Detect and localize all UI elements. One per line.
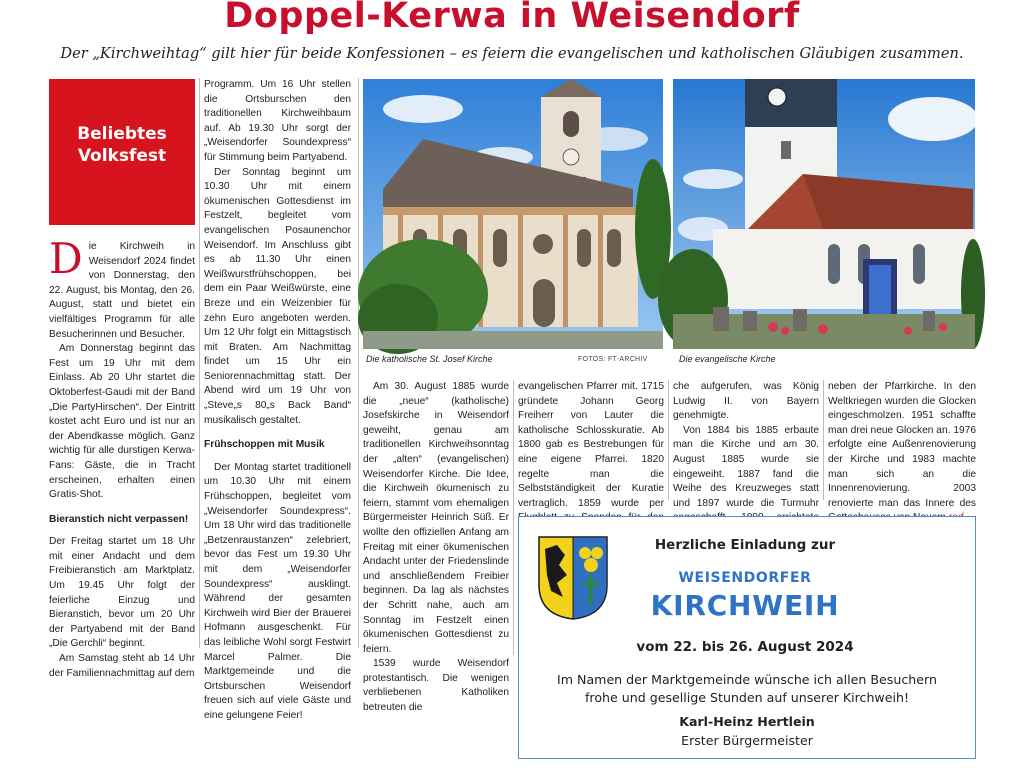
article-paragraph: Am Donnerstag beginnt das Fest um 19 Uhr mit dem Einlass. Ab 20 Uhr startet die Oktoberfest-Gaudi mit der Band „Die PartyHirschen“. Der Eintritt kostet acht Euro und ist nur an der Abendkasse möglich. Ganz wichtig für alle durstigen Kerwa-Fans: Gäste, die in Tracht erscheinen, erhalten einen Gratis-Shot. bbox=[49, 343, 195, 501]
article-paragraph: Der Montag startet traditionell um 10.30 Uhr mit einem Frühschoppen, begleitet vom „Weisendorfer Soundexpress“. Um 18 Uhr wird das traditionelle „Betzenraustanzen“ zelebriert, bevor das Fest um 19.30 Uhr mit dem „Weisendorfer Soundexpress“ ausklingt. Während der gesamten Kirchweih wird Bier der Brauerei Hofmann ausgeschenkt. Für das leibliche Wohl sorgt Festwirt Marcel Palmer. Die Marktgemeinde und die Ortsburschen Weisendorf freuen sich auf viele Gäste und eine gelungene Feier! bbox=[204, 461, 351, 721]
invitation-dates: vom 22. bis 26. August 2024 bbox=[636, 639, 854, 655]
article-subheadline: Der „Kirchweihtag“ gilt hier für beide Konfessionen – es feiern die evangelischen und katholischen Gläubigen zusammen. bbox=[60, 45, 964, 62]
mayor-name: Karl-Heinz Hertlein bbox=[679, 714, 815, 729]
photo-credit: FOTOS: FT-ARCHIV bbox=[578, 356, 648, 363]
coat-of-arms-icon bbox=[537, 535, 609, 621]
article-paragraph: Der Freitag startet um 18 Uhr mit einer Andacht und dem Freibieranstich am Marktplatz. Um 19.45 Uhr folgt der feierliche Einzug und Bieranstich, bevor um 20 Uhr der Partyabend mit der Band „Die Gerchli“ beginnt. bbox=[49, 536, 195, 650]
column-divider bbox=[199, 78, 200, 648]
article-column-5 bbox=[673, 380, 819, 509]
subheading-bieranstich: Bieranstich nicht verpassen! bbox=[49, 513, 189, 525]
subheading-fruehschoppen: Frühschoppen mit Musik bbox=[204, 439, 325, 451]
article-paragraph: Von 1884 bis 1885 erbaute man die Kirche und am 30. August 1885 wurde sie eingeweiht. 1887 fand die Weihe des Kreuzweges statt und 1897 wurde die Turmuhr bbox=[673, 424, 819, 509]
photo-catholic-church bbox=[363, 79, 663, 349]
article-paragraph: Am 30. August 1885 wurde die „neue“ (katholische) Josefskirche in Weisendorf geweiht, genau am traditionellen Kirchweihsonntag der „alten“ (evangelischen) Weisendorfer Kirche. Die Idee, die Kirchweih ökumenisch zu feiern, stammt vom ehemaligen Bürgermeister Heinrich Süß. Er wollte den offiziellen Anfang am Freitag mit einer ökumenischen Andacht unter der Friedenslinde und anschließendem Freibier beginnen. Da lag als nächstes der Schritt nahe, auch am Sonntag im Festzelt einen ökumenischen Gottesdienst zu feiern. bbox=[363, 381, 509, 655]
section-label-line1: Beliebtes bbox=[77, 124, 167, 144]
mayor-title: Erster Bürgermeister bbox=[681, 733, 813, 748]
article-column-3 bbox=[363, 380, 509, 714]
column-divider bbox=[513, 380, 514, 655]
column-divider bbox=[668, 380, 669, 500]
invitation-event: KIRCHWEIH bbox=[650, 589, 840, 622]
invitation-town: WEISENDORFER bbox=[678, 570, 812, 586]
article-paragraph: che aufgerufen, was König Ludwig II. von Bayern genehmigte. bbox=[673, 381, 819, 422]
section-label-line2: Volksfest bbox=[77, 146, 167, 166]
article-column-1 bbox=[49, 234, 195, 679]
article-paragraph: Der Sonntag beginnt um 10.30 Uhr mit einem ökumenischen Gottesdienst im Festzelt, begleitet vom evangelischen Posaunenchor Weisendorf. Im Anschluss gibt es ab 11.30 Uhr einen Weißwurstfrühschoppen, bei dem ein Paar Weißwürste, eine Breze und ein Weizenbier für zehn Euro angeboten werden. Um 12 Uhr folgt ein Mittagstisch mit Braten. Am Nachmittag findet um 15 Uhr ein Seniorennachmittag statt. Der Abend wird um 19 Uhr von „Steve„s 80„s Back Band“ musikalisch gestaltet. bbox=[204, 166, 351, 426]
invitation-ad bbox=[518, 516, 976, 759]
article-column-2 bbox=[204, 78, 351, 721]
article-column-6 bbox=[828, 380, 976, 509]
photo-caption-protestant: Die evangelische Kirche bbox=[679, 354, 776, 364]
column-divider bbox=[823, 380, 824, 500]
article-paragraph: evangelischen Pfarrer mit. 1715 gründete Johann Georg Freiherr von Lauter die katholische Schlosskuratie. Ab 1800 gab es Bestrebungen für eine eigene Pfarrei. 1820 regelte man die Selbstständigkeit der Kuratie vertraglich. 1859 wurde per bbox=[518, 381, 664, 509]
column-divider bbox=[358, 78, 359, 648]
article-paragraph: Am Samstag steht ab 14 Uhr der Familiennachmittag auf dem bbox=[49, 653, 195, 679]
photo-caption-catholic: Die katholische St. Josef Kirche bbox=[366, 354, 493, 364]
invitation-greeting: Im Namen der Marktgemeinde wünsche ich allen Besuchern frohe und gesellige Stunden auf unserer Kirchweih! bbox=[557, 672, 937, 705]
article-paragraph: Programm. Um 16 Uhr stellen die Ortsburschen den traditionellen Kirchweihbaum auf. Ab 19.30 Uhr sorgt der „Weisendorfer Soundexpress“ für Stimmung beim Partyabend. bbox=[204, 79, 351, 163]
article-paragraph: Die Kirchweih in Weisendorf 2024 findet von Donnerstag, den 22. August, bis Montag, den 26. August, statt und bietet ein vielfältiges Programm für alle Besucherinnen und Besucher. bbox=[49, 234, 195, 340]
section-label-box bbox=[49, 79, 195, 225]
article-paragraph: 1539 wurde Weisendorf protestantisch. Die wenigen verbliebenen Katholiken betreuten die bbox=[363, 658, 509, 714]
section-label-text bbox=[49, 123, 195, 167]
drop-cap: D bbox=[49, 234, 83, 283]
photo-protestant-church bbox=[673, 79, 975, 349]
article-column-4 bbox=[518, 380, 664, 509]
invitation-heading: Herzliche Einladung zur bbox=[654, 537, 836, 553]
article-headline: Doppel-Kerwa in Weisendorf bbox=[224, 0, 800, 36]
article-paragraph: neben der Pfarrkirche. In den Weltkriegen wurden die Glocken eingeschmolzen. 1951 schaffte man drei neue Glocken an. 1976 erfolgte eine Außenrenovierung der Kirche und 1983 machte man sich an die Innenrenovierung. 2003 renovierte man das Innere des bbox=[828, 380, 976, 526]
